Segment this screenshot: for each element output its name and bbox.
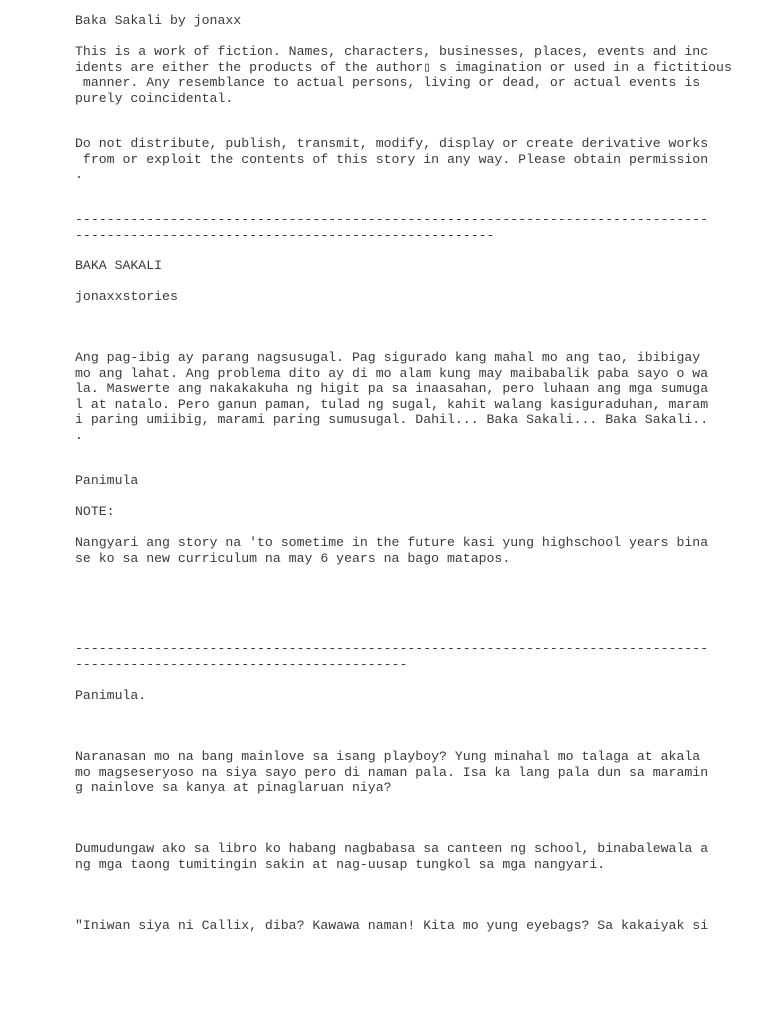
separator-line: ------------------------------------------: [75, 656, 408, 672]
paragraph-line: g nainlove sa kanya at pinaglaruan niya?: [75, 780, 392, 795]
chapter-heading: Panimula.: [75, 688, 147, 703]
blurb-line: la. Maswerte ang nakakakuha ng higit pa sa inaasahan, pero luhaan ang mga sumuga: [75, 381, 709, 396]
note-text-line: se ko sa new curriculum na may 6 years na bago matapos.: [75, 550, 511, 566]
separator-line: --------------------------------------------------------------------------------: [75, 641, 709, 656]
blurb-line: mo ang lahat. Ang problema dito ay di mo alam kung may maibabalik paba sayo o wa: [75, 365, 709, 381]
blurb-line: .: [75, 427, 83, 443]
disclaimer-line: idents are either the products of the author▯ s imagination or used in a fictitious: [75, 59, 732, 75]
paragraph-line: Dumudungaw ako sa libro ko habang nagbabasa sa canteen ng school, binabalewala a: [75, 841, 709, 856]
separator-line: -----------------------------------------------------: [75, 227, 495, 243]
rights-notice-line: from or exploit the contents of this story in any way. Please obtain permission: [75, 151, 709, 167]
rights-notice-line: .: [75, 167, 83, 182]
blurb-line: l at natalo. Pero ganun paman, tulad ng sugal, kahit walang kasiguraduhan, maram: [75, 396, 709, 412]
disclaimer-line: purely coincidental.: [75, 90, 234, 106]
section-heading: Panimula: [75, 473, 139, 488]
blurb-line: i paring umiibig, marami paring sumusugal. Dahil... Baka Sakali... Baka Sakali..: [75, 412, 709, 427]
story-title: BAKA SAKALI: [75, 258, 163, 273]
disclaimer-line: This is a work of fiction. Names, characters, businesses, places, events and inc: [75, 44, 709, 59]
note-text-line: Nangyari ang story na 'to sometime in the future kasi yung highschool years bina: [75, 535, 709, 550]
paragraph-line: mo magseseryoso na siya sayo pero di naman pala. Isa ka lang pala dun sa maramin: [75, 764, 709, 780]
blurb-line: Ang pag-ibig ay parang nagsusugal. Pag sigurado kang mahal mo ang tao, ibibigay: [75, 350, 701, 365]
disclaimer-line: manner. Any resemblance to actual persons, living or dead, or actual events is: [75, 75, 701, 90]
paragraph-line: ng mga taong tumitingin sakin at nag-uusap tungkol sa mga nangyari.: [75, 856, 606, 872]
document-header-line: Baka Sakali by jonaxx: [75, 13, 242, 28]
paragraph-line: Naranasan mo na bang mainlove sa isang playboy? Yung minahal mo talaga at akala: [75, 749, 701, 764]
story-author: jonaxxstories: [75, 289, 178, 304]
paragraph-line: "Iniwan siya ni Callix, diba? Kawawa naman! Kita mo yung eyebags? Sa kakaiyak si: [75, 918, 709, 933]
note-label: NOTE:: [75, 504, 115, 519]
rights-notice-line: Do not distribute, publish, transmit, modify, display or create derivative works: [75, 136, 709, 151]
separator-line: --------------------------------------------------------------------------------: [75, 212, 709, 227]
